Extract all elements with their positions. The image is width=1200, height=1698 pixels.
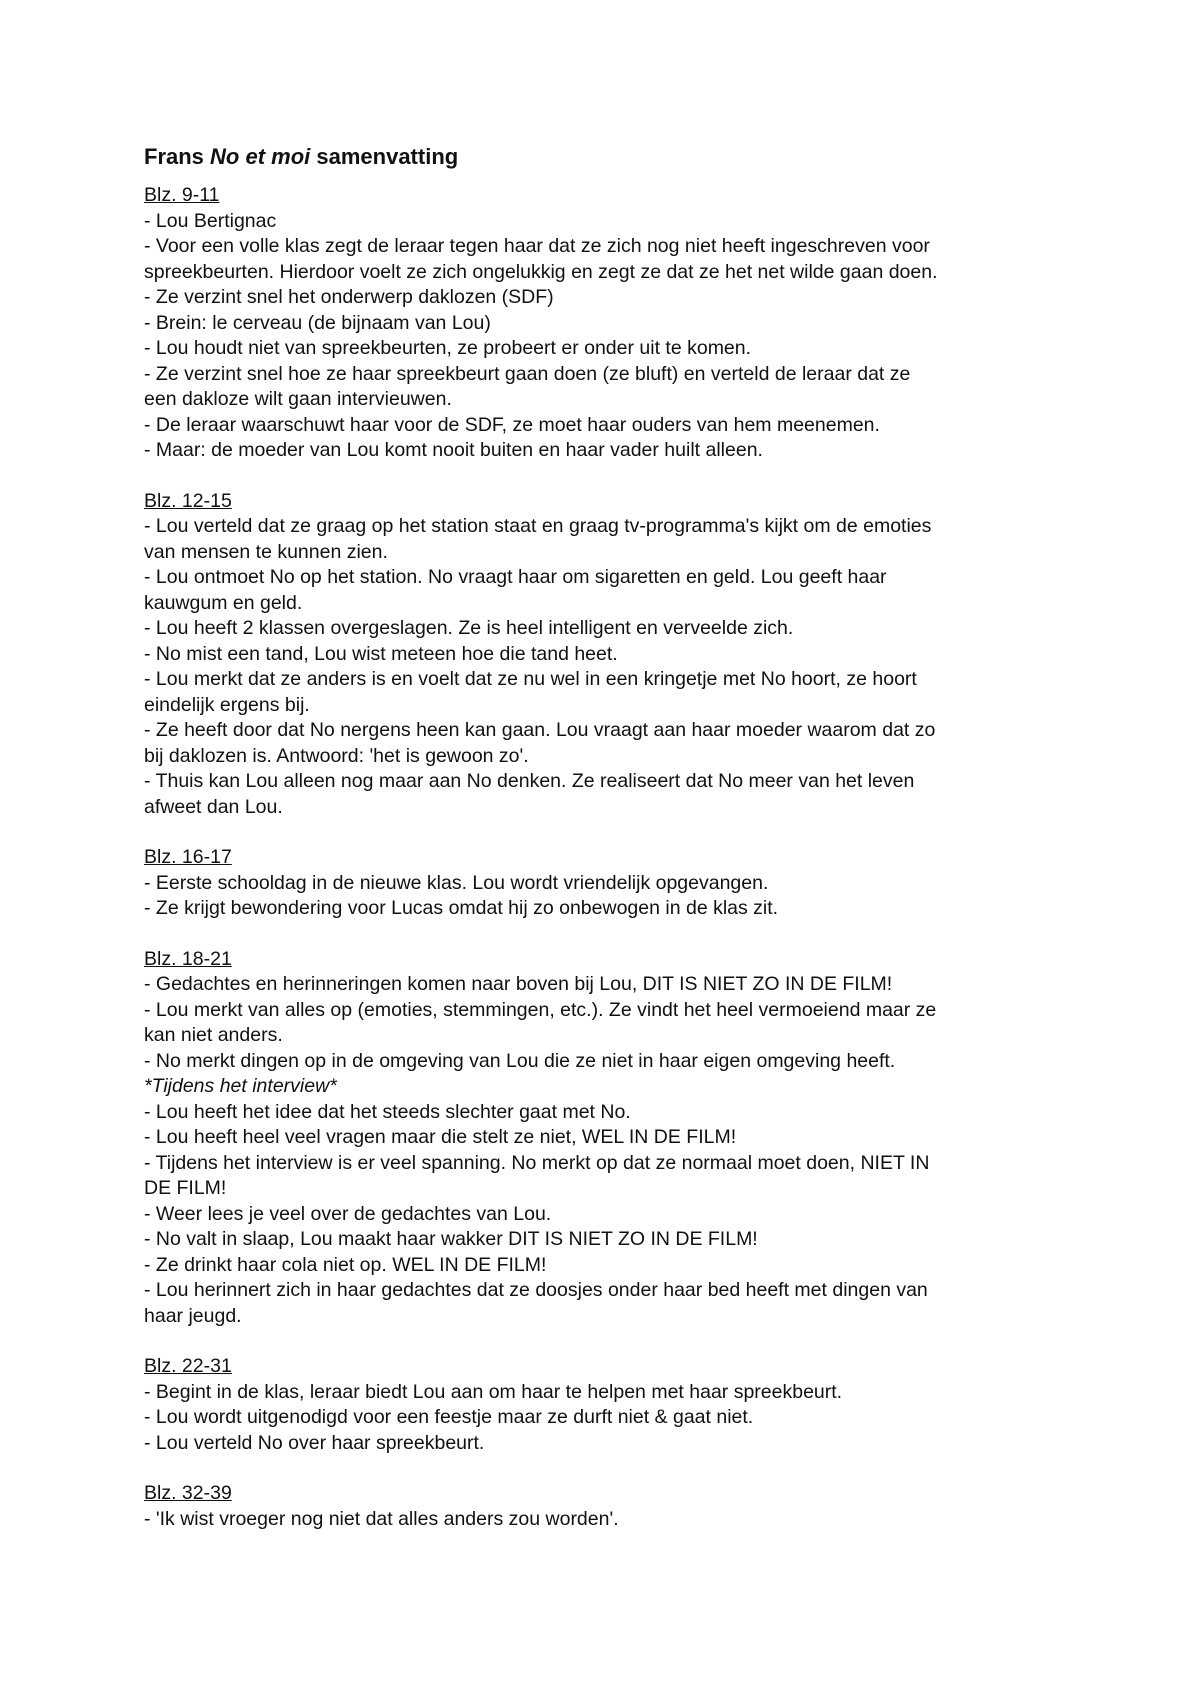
text-line: een dakloze wilt gaan intervieuwen. bbox=[144, 388, 452, 410]
text-line: - Tijdens het interview is er veel spanning. No merkt op dat ze normaal moet doen, NIET IN bbox=[144, 1151, 930, 1174]
text-line: - Lou heeft het idee dat het steeds slechter gaat met No. bbox=[144, 1100, 631, 1123]
section bbox=[144, 183, 1064, 464]
text-line: - Thuis kan Lou alleen nog maar aan No denken. Ze realiseert dat No meer van het leven bbox=[144, 770, 915, 792]
text-line: - No mist een tand, Lou wist meteen hoe die tand heet. bbox=[144, 642, 618, 665]
text-line: - Lou ontmoet No op het station. No vraagt haar om sigaretten en geld. Lou geeft haar bbox=[144, 566, 887, 588]
text-line: - Lou herinnert zich in haar gedachtes dat ze doosjes onder haar bed heeft met dingen van bbox=[144, 1279, 928, 1301]
text-line: - De leraar waarschuwt haar voor de SDF, ze moet haar ouders van hem meenemen. bbox=[144, 413, 880, 436]
text-line: - Begint in de klas, leraar biedt Lou aan om haar te helpen met haar spreekbeurt. bbox=[144, 1380, 843, 1403]
text-line: afweet dan Lou. bbox=[144, 795, 283, 818]
text-line: van mensen te kunnen zien. bbox=[144, 540, 388, 563]
document-title bbox=[144, 140, 1064, 174]
section bbox=[144, 489, 1064, 821]
section bbox=[144, 947, 1064, 1330]
text-line: - Weer lees je veel over de gedachtes van Lou. bbox=[144, 1202, 552, 1225]
text-line: - Eerste schooldag in de nieuwe klas. Lou wordt vriendelijk opgevangen. bbox=[144, 871, 769, 894]
text-line: - Ze verzint snel hoe ze haar spreekbeurt gaan doen (ze bluft) en verteld de leraar dat ze bbox=[144, 362, 911, 385]
text-line: - Lou verteld dat ze graag op het station staat en graag tv-programma's kijkt om de emoties bbox=[144, 515, 932, 537]
text-line: - Brein: le cerveau (de bijnaam van Lou) bbox=[144, 311, 491, 334]
text-line: eindelijk ergens bij. bbox=[144, 693, 310, 716]
text-line: - Lou heeft 2 klassen overgeslagen. Ze is heel intelligent en verveelde zich. bbox=[144, 617, 794, 639]
text-line: - Lou verteld No over haar spreekbeurt. bbox=[144, 1431, 485, 1454]
section-heading: Blz. 12-15 bbox=[144, 489, 232, 512]
section-heading: Blz. 22-31 bbox=[144, 1355, 232, 1377]
text-line: - Voor een volle klas zegt de leraar tegen haar dat ze zich nog niet heeft ingeschreven voor bbox=[144, 235, 930, 257]
text-line: - Maar: de moeder van Lou komt nooit buiten en haar vader huilt alleen. bbox=[144, 439, 763, 461]
section bbox=[144, 1354, 1064, 1456]
text-line: - Lou Bertignac bbox=[144, 209, 277, 232]
section bbox=[144, 845, 1064, 922]
title-part-2-italic: No et moi bbox=[210, 144, 311, 169]
text-line: - No merkt dingen op in de omgeving van Lou die ze niet in haar eigen omgeving heeft. bbox=[144, 1049, 896, 1072]
text-line: haar jeugd. bbox=[144, 1304, 242, 1327]
text-line: - Lou merkt dat ze anders is en voelt dat ze nu wel in een kringetje met No hoort, ze hoort bbox=[144, 668, 917, 690]
section bbox=[144, 1481, 1064, 1532]
text-line: bij daklozen is. Antwoord: 'het is gewoon zo'. bbox=[144, 744, 529, 767]
section-heading: Blz. 18-21 bbox=[144, 947, 232, 970]
section-heading: Blz. 9-11 bbox=[144, 184, 220, 206]
text-line: - Lou merkt van alles op (emoties, stemmingen, etc.). Ze vindt het heel vermoeiend maar ze bbox=[144, 998, 937, 1021]
text-line: spreekbeurten. Hierdoor voelt ze zich ongelukkig en zegt ze dat ze het net wilde gaan doen. bbox=[144, 260, 938, 283]
text-line: - Lou houdt niet van spreekbeurten, ze probeert er onder uit te komen. bbox=[144, 337, 752, 359]
text-line: DE FILM! bbox=[144, 1177, 227, 1199]
text-line: kauwgum en geld. bbox=[144, 591, 303, 614]
title-part-1: Frans bbox=[144, 144, 211, 169]
text-line: *Tijdens het interview* bbox=[144, 1075, 337, 1097]
text-line: - Ze verzint snel het onderwerp daklozen (SDF) bbox=[144, 286, 554, 308]
text-line: - Gedachtes en herinneringen komen naar boven bij Lou, DIT IS NIET ZO IN DE FILM! bbox=[144, 973, 893, 995]
text-line: - Lou wordt uitgenodigd voor een feestje maar ze durft niet & gaat niet. bbox=[144, 1406, 754, 1428]
title-part-3: samenvatting bbox=[310, 144, 459, 169]
text-line: - No valt in slaap, Lou maakt haar wakker DIT IS NIET ZO IN DE FILM! bbox=[144, 1228, 758, 1250]
section-heading: Blz. 32-39 bbox=[144, 1482, 232, 1504]
text-line: - Ze drinkt haar cola niet op. WEL IN DE FILM! bbox=[144, 1253, 547, 1276]
sections-container bbox=[144, 183, 1064, 1532]
section-heading: Blz. 16-17 bbox=[144, 846, 232, 868]
text-line: - 'Ik wist vroeger nog niet dat alles anders zou worden'. bbox=[144, 1507, 619, 1530]
document-page bbox=[144, 140, 1064, 1557]
text-line: - Ze heeft door dat No nergens heen kan gaan. Lou vraagt aan haar moeder waarom dat zo bbox=[144, 719, 936, 741]
text-line: - Ze krijgt bewondering voor Lucas omdat hij zo onbewogen in de klas zit. bbox=[144, 897, 779, 919]
text-line: - Lou heeft heel veel vragen maar die stelt ze niet, WEL IN DE FILM! bbox=[144, 1126, 737, 1148]
text-line: kan niet anders. bbox=[144, 1024, 283, 1046]
